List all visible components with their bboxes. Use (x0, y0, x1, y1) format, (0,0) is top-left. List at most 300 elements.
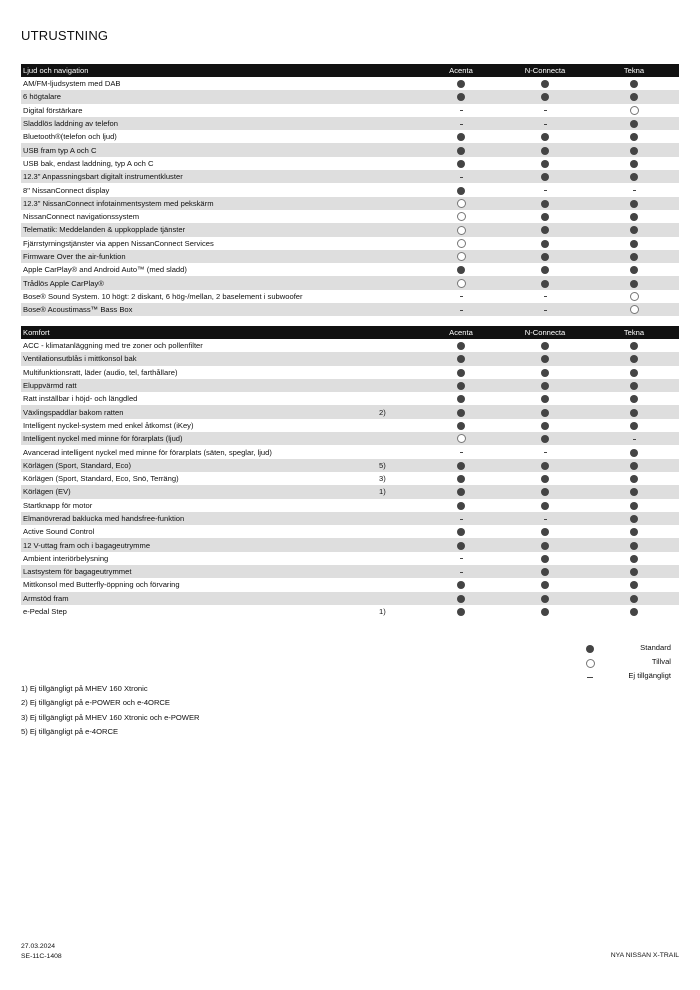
optional-circle-icon (457, 252, 466, 261)
table-row (21, 210, 679, 223)
availability-acenta (421, 90, 501, 103)
optional-circle-icon (457, 239, 466, 248)
feature-note (379, 392, 421, 405)
filled-circle-icon (586, 645, 594, 653)
feature-note (379, 263, 421, 276)
feature-label: 12.3" Anpassningsbart digitalt instrumentkluster (21, 170, 379, 183)
availability-n-connecta (501, 170, 589, 183)
feature-note: 5) (379, 459, 421, 472)
availability-acenta (421, 157, 501, 170)
availability-n-connecta (501, 459, 589, 472)
standard-dot-icon (541, 266, 549, 274)
table-row (21, 117, 679, 130)
standard-dot-icon (541, 502, 549, 510)
equipment-table-audio-navigation (21, 64, 679, 316)
feature-label: Digital förstärkare (21, 104, 379, 117)
availability-tekna (589, 459, 679, 472)
section-header (21, 64, 679, 77)
feature-label: Ventilationsutblås i mittkonsol bak (21, 352, 379, 365)
standard-dot-icon (541, 395, 549, 403)
standard-dot-icon (541, 475, 549, 483)
table-row (21, 592, 679, 605)
availability-n-connecta (501, 578, 589, 591)
table-row (21, 352, 679, 365)
standard-dot-icon (457, 595, 465, 603)
availability-n-connecta (501, 90, 589, 103)
standard-dot-icon (630, 160, 638, 168)
standard-dot-icon (457, 528, 465, 536)
standard-dot-icon (630, 581, 638, 589)
table-row (21, 512, 679, 525)
feature-note (379, 552, 421, 565)
optional-circle-icon (457, 226, 466, 235)
standard-dot-icon (541, 342, 549, 350)
table-row (21, 605, 679, 618)
table-row (21, 290, 679, 303)
availability-n-connecta (501, 130, 589, 143)
availability-tekna (589, 552, 679, 565)
feature-note (379, 77, 421, 90)
table-row (21, 157, 679, 170)
standard-dot-icon (541, 80, 549, 88)
availability-acenta (421, 499, 501, 512)
section-heading: Komfort (21, 326, 379, 339)
availability-n-connecta (501, 183, 589, 196)
table-row (21, 565, 679, 578)
standard-dot-icon (630, 266, 638, 274)
availability-n-connecta (501, 445, 589, 458)
table-row (21, 552, 679, 565)
optional-circle-icon (630, 106, 639, 115)
availability-n-connecta (501, 525, 589, 538)
table-row (21, 237, 679, 250)
standard-dot-icon (630, 226, 638, 234)
standard-dot-icon (541, 528, 549, 536)
standard-dot-icon (457, 422, 465, 430)
column-header-acenta: Acenta (421, 326, 501, 339)
table-row (21, 77, 679, 90)
feature-label: Startknapp för motor (21, 499, 379, 512)
availability-acenta (421, 578, 501, 591)
feature-label: Firmware Over the air-funktion (21, 250, 379, 263)
availability-tekna (589, 592, 679, 605)
availability-tekna (589, 290, 679, 303)
table-row (21, 472, 679, 485)
optional-circle-icon (630, 292, 639, 301)
feature-label: Körlägen (Sport, Standard, Eco, Snö, Terräng) (21, 472, 379, 485)
standard-dot-icon (457, 369, 465, 377)
standard-dot-icon (630, 422, 638, 430)
feature-note (379, 90, 421, 103)
availability-acenta (421, 223, 501, 236)
feature-note (379, 352, 421, 365)
standard-dot-icon (457, 147, 465, 155)
standard-dot-icon (457, 409, 465, 417)
feature-label: Fjärrstyrningstjänster via appen NissanConnect Services (21, 237, 379, 250)
standard-dot-icon (630, 80, 638, 88)
dash-icon (587, 677, 593, 678)
optional-circle-icon (457, 199, 466, 208)
feature-label: Trådlös Apple CarPlay® (21, 276, 379, 289)
feature-label: Intelligent nyckel-system med enkel åtkomst (iKey) (21, 419, 379, 432)
availability-n-connecta (501, 210, 589, 223)
standard-dot-icon (541, 608, 549, 616)
availability-acenta (421, 459, 501, 472)
availability-tekna (589, 525, 679, 538)
standard-dot-icon (457, 395, 465, 403)
standard-dot-icon (457, 160, 465, 168)
availability-tekna (589, 419, 679, 432)
standard-dot-icon (541, 93, 549, 101)
standard-dot-icon (630, 542, 638, 550)
legend (585, 642, 685, 684)
availability-acenta (421, 143, 501, 156)
standard-dot-icon (457, 187, 465, 195)
standard-dot-icon (541, 595, 549, 603)
availability-n-connecta (501, 366, 589, 379)
footer-left (21, 942, 62, 962)
standard-dot-icon (630, 568, 638, 576)
feature-note (379, 117, 421, 130)
not-available-dash-icon (460, 310, 463, 311)
availability-tekna (589, 183, 679, 196)
availability-n-connecta (501, 499, 589, 512)
standard-dot-icon (541, 253, 549, 261)
availability-acenta (421, 250, 501, 263)
feature-note (379, 143, 421, 156)
table-row (21, 379, 679, 392)
standard-dot-icon (541, 369, 549, 377)
availability-tekna (589, 485, 679, 498)
standard-dot-icon (541, 280, 549, 288)
feature-label: Telematik: Meddelanden & uppkopplade tjänster (21, 223, 379, 236)
availability-tekna (589, 117, 679, 130)
feature-note (379, 366, 421, 379)
footer-code: SE-11C-1408 (21, 953, 62, 960)
table-row (21, 263, 679, 276)
availability-acenta (421, 366, 501, 379)
feature-note (379, 237, 421, 250)
standard-dot-icon (457, 133, 465, 141)
footnote: 5) Ej tillgängligt på e-4ORCE (21, 726, 119, 736)
feature-note: 1) (379, 485, 421, 498)
availability-acenta (421, 472, 501, 485)
standard-dot-icon (630, 409, 638, 417)
availability-n-connecta (501, 339, 589, 352)
availability-acenta (421, 538, 501, 551)
standard-dot-icon (457, 382, 465, 390)
feature-note (379, 157, 421, 170)
availability-n-connecta (501, 379, 589, 392)
availability-n-connecta (501, 104, 589, 117)
standard-dot-icon (541, 568, 549, 576)
standard-dot-icon (630, 93, 638, 101)
standard-dot-icon (541, 382, 549, 390)
standard-dot-icon (541, 200, 549, 208)
standard-dot-icon (630, 462, 638, 470)
optional-circle-icon (630, 305, 639, 314)
availability-n-connecta (501, 405, 589, 418)
feature-label: USB bak, endast laddning, typ A och C (21, 157, 379, 170)
availability-tekna (589, 366, 679, 379)
column-header-acenta: Acenta (421, 64, 501, 77)
availability-n-connecta (501, 303, 589, 316)
not-available-dash-icon (544, 310, 547, 311)
not-available-dash-icon (460, 124, 463, 125)
standard-dot-icon (630, 555, 638, 563)
availability-n-connecta (501, 485, 589, 498)
feature-note (379, 104, 421, 117)
feature-label: Elmanövrerad baklucka med handsfree-funktion (21, 512, 379, 525)
feature-note (379, 197, 421, 210)
standard-dot-icon (541, 435, 549, 443)
availability-acenta (421, 392, 501, 405)
feature-label: Körlägen (EV) (21, 485, 379, 498)
feature-note (379, 379, 421, 392)
availability-acenta (421, 77, 501, 90)
availability-acenta (421, 197, 501, 210)
availability-acenta (421, 379, 501, 392)
standard-dot-icon (630, 515, 638, 523)
not-available-dash-icon (460, 177, 463, 178)
feature-label: NissanConnect navigationssystem (21, 210, 379, 223)
standard-dot-icon (630, 595, 638, 603)
availability-acenta (421, 405, 501, 418)
table-row (21, 485, 679, 498)
feature-label: AM/FM-ljudsystem med DAB (21, 77, 379, 90)
standard-dot-icon (541, 462, 549, 470)
availability-acenta (421, 432, 501, 445)
feature-label: Avancerad intelligent nyckel med minne för förarplats (säten, speglar, ljud) (21, 445, 379, 458)
standard-dot-icon (457, 80, 465, 88)
availability-n-connecta (501, 250, 589, 263)
availability-n-connecta (501, 419, 589, 432)
not-available-dash-icon (460, 519, 463, 520)
availability-tekna (589, 250, 679, 263)
availability-tekna (589, 339, 679, 352)
table-row (21, 276, 679, 289)
standard-dot-icon (457, 488, 465, 496)
standard-dot-icon (630, 528, 638, 536)
not-available-dash-icon (544, 190, 547, 191)
feature-note (379, 592, 421, 605)
feature-note (379, 512, 421, 525)
availability-tekna (589, 170, 679, 183)
availability-acenta (421, 552, 501, 565)
availability-n-connecta (501, 263, 589, 276)
standard-dot-icon (630, 253, 638, 261)
availability-tekna (589, 578, 679, 591)
feature-note (379, 183, 421, 196)
table-row (21, 432, 679, 445)
footnote: 3) Ej tillgängligt på MHEV 160 Xtronic och e-POWER (21, 712, 200, 722)
availability-acenta (421, 445, 501, 458)
availability-n-connecta (501, 237, 589, 250)
availability-acenta (421, 565, 501, 578)
standard-dot-icon (630, 608, 638, 616)
availability-n-connecta (501, 157, 589, 170)
availability-acenta (421, 592, 501, 605)
availability-acenta (421, 183, 501, 196)
table-row (21, 183, 679, 196)
feature-label: 12.3" NissanConnect infotainmentsystem med pekskärm (21, 197, 379, 210)
feature-note (379, 303, 421, 316)
not-available-dash-icon (460, 558, 463, 559)
table-row (21, 419, 679, 432)
standard-dot-icon (457, 608, 465, 616)
not-available-dash-icon (544, 124, 547, 125)
availability-acenta (421, 170, 501, 183)
standard-dot-icon (541, 542, 549, 550)
not-available-dash-icon (633, 439, 636, 440)
availability-acenta (421, 130, 501, 143)
feature-note (379, 276, 421, 289)
availability-tekna (589, 379, 679, 392)
not-available-dash-icon (460, 452, 463, 453)
feature-label: Mittkonsol med Butterfly-öppning och förvaring (21, 578, 379, 591)
standard-dot-icon (630, 200, 638, 208)
table-row (21, 303, 679, 316)
table-row (21, 104, 679, 117)
standard-dot-icon (541, 581, 549, 589)
table-row (21, 538, 679, 551)
feature-label: e-Pedal Step (21, 605, 379, 618)
standard-dot-icon (630, 240, 638, 248)
standard-dot-icon (630, 133, 638, 141)
feature-label: USB fram typ A och C (21, 143, 379, 156)
availability-tekna (589, 499, 679, 512)
availability-tekna (589, 352, 679, 365)
feature-label: Växlingspaddlar bakom ratten (21, 405, 379, 418)
feature-label: Lastsystem för bagageutrymmet (21, 565, 379, 578)
availability-n-connecta (501, 538, 589, 551)
availability-n-connecta (501, 352, 589, 365)
legend-item-optional: Tillval (585, 656, 685, 670)
feature-note (379, 250, 421, 263)
not-available-dash-icon (460, 296, 463, 297)
equipment-table-comfort (21, 326, 679, 618)
availability-tekna (589, 130, 679, 143)
legend-item-standard: Standard (585, 642, 685, 656)
feature-label: Bose® Sound System. 10 högt: 2 diskant, 6 hög-/mellan, 2 baselement i subwoofer (21, 290, 379, 303)
standard-dot-icon (457, 266, 465, 274)
feature-note (379, 223, 421, 236)
standard-dot-icon (630, 382, 638, 390)
availability-tekna (589, 512, 679, 525)
table-row (21, 90, 679, 103)
standard-dot-icon (630, 449, 638, 457)
availability-tekna (589, 432, 679, 445)
availability-n-connecta (501, 143, 589, 156)
feature-label: Apple CarPlay® and Android Auto™ (med sladd) (21, 263, 379, 276)
standard-dot-icon (630, 488, 638, 496)
standard-dot-icon (457, 355, 465, 363)
legend-item-not-available: Ej tillgängligt (585, 670, 685, 684)
feature-note: 3) (379, 472, 421, 485)
standard-dot-icon (457, 475, 465, 483)
availability-n-connecta (501, 197, 589, 210)
not-available-dash-icon (544, 452, 547, 453)
optional-circle-icon (457, 212, 466, 221)
availability-tekna (589, 605, 679, 618)
standard-dot-icon (457, 502, 465, 510)
availability-tekna (589, 157, 679, 170)
availability-acenta (421, 210, 501, 223)
availability-n-connecta (501, 472, 589, 485)
availability-tekna (589, 90, 679, 103)
availability-acenta (421, 117, 501, 130)
table-row (21, 250, 679, 263)
availability-n-connecta (501, 432, 589, 445)
not-available-dash-icon (460, 572, 463, 573)
feature-label: 6 högtalare (21, 90, 379, 103)
standard-dot-icon (541, 240, 549, 248)
table-row (21, 170, 679, 183)
availability-acenta (421, 352, 501, 365)
availability-tekna (589, 223, 679, 236)
feature-note (379, 130, 421, 143)
availability-acenta (421, 525, 501, 538)
availability-acenta (421, 419, 501, 432)
section-header (21, 326, 679, 339)
table-row (21, 339, 679, 352)
not-available-dash-icon (544, 296, 547, 297)
table-row (21, 459, 679, 472)
availability-acenta (421, 237, 501, 250)
availability-acenta (421, 290, 501, 303)
table-row (21, 405, 679, 418)
standard-dot-icon (541, 555, 549, 563)
standard-dot-icon (541, 147, 549, 155)
feature-note (379, 565, 421, 578)
availability-tekna (589, 472, 679, 485)
feature-label: Intelligent nyckel med minne för förarplats (ljud) (21, 432, 379, 445)
table-row (21, 197, 679, 210)
table-row (21, 525, 679, 538)
not-available-dash-icon (460, 110, 463, 111)
table-row (21, 366, 679, 379)
availability-tekna (589, 210, 679, 223)
feature-label: Multifunktionsratt, läder (audio, tel, farthållare) (21, 366, 379, 379)
availability-acenta (421, 339, 501, 352)
standard-dot-icon (630, 147, 638, 155)
feature-note: 2) (379, 405, 421, 418)
standard-dot-icon (630, 120, 638, 128)
feature-note (379, 578, 421, 591)
column-header-n-connecta: N-Connecta (501, 64, 589, 77)
availability-tekna (589, 263, 679, 276)
availability-n-connecta (501, 512, 589, 525)
availability-acenta (421, 276, 501, 289)
availability-acenta (421, 512, 501, 525)
availability-tekna (589, 197, 679, 210)
column-header-tekna: Tekna (589, 64, 679, 77)
feature-note (379, 290, 421, 303)
availability-n-connecta (501, 392, 589, 405)
feature-note (379, 538, 421, 551)
availability-tekna (589, 405, 679, 418)
column-header-tekna: Tekna (589, 326, 679, 339)
availability-tekna (589, 392, 679, 405)
availability-tekna (589, 77, 679, 90)
standard-dot-icon (630, 173, 638, 181)
feature-label: Sladdlös laddning av telefon (21, 117, 379, 130)
footnote: 1) Ej tillgängligt på MHEV 160 Xtronic (21, 684, 148, 693)
feature-label: Armstöd fram (21, 592, 379, 605)
standard-dot-icon (457, 581, 465, 589)
standard-dot-icon (630, 369, 638, 377)
feature-label: 8" NissanConnect display (21, 183, 379, 196)
